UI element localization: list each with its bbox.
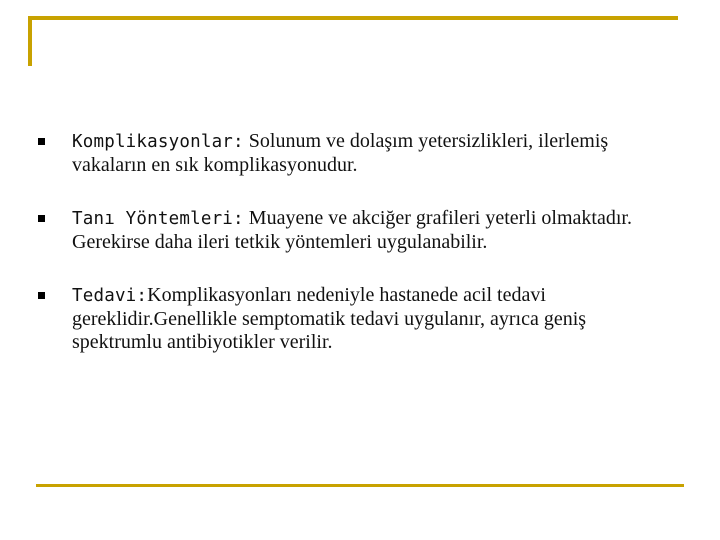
item-text: Muayene ve akciğer grafileri yeterli olmaktadır. Gerekirse daha ileri tetkik yöntemleri uygulanabilir. [72,207,632,253]
item-label: Tanı Yöntemleri: [72,209,244,229]
list-item [38,207,678,254]
item-text: Solunum ve dolaşım yetersizlikleri, ilerlemiş vakaların en sık komplikasyonudur. [72,130,609,176]
square-bullet-icon [38,138,45,145]
square-bullet-icon [38,292,45,299]
list-item [38,284,678,354]
item-text: Komplikasyonları nedeniyle hastanede acil tedavi gereklidir.Genellikle semptomatik tedavi uygulanır, ayrıca geniş spektrumlu antibiyotikler verilir. [72,284,587,353]
item-label: Komplikasyonlar: [72,132,244,152]
top-accent-line [28,16,678,20]
bullet-list [38,130,678,384]
left-accent-line [28,16,32,66]
square-bullet-icon [38,215,45,222]
item-label: Tedavi: [72,286,148,306]
bottom-accent-line [36,484,684,487]
list-item [38,130,678,177]
